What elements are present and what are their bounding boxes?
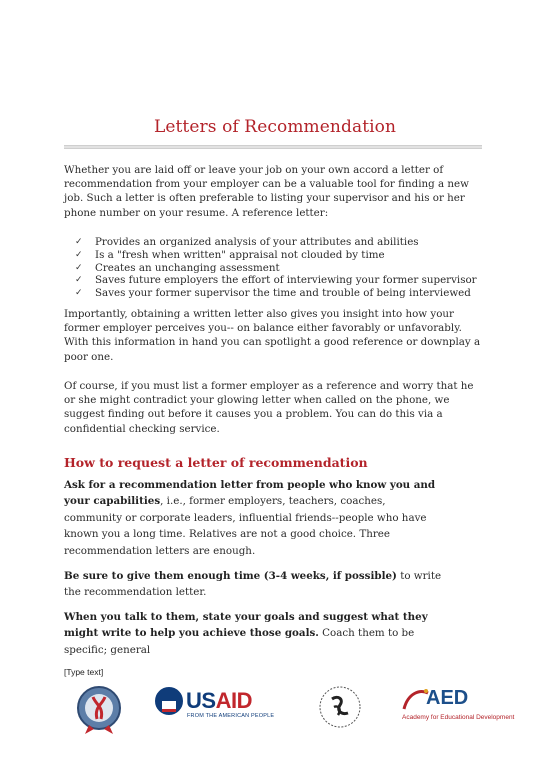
check-icon: ✓ xyxy=(75,249,83,260)
usaid-tagline: FROM THE AMERICAN PEOPLE xyxy=(187,713,275,719)
footer-placeholder: [Type text] xyxy=(64,667,104,677)
check-icon: ✓ xyxy=(75,262,83,273)
goals-body: Coach them to be specific; general xyxy=(64,627,415,656)
goals-paragraph xyxy=(64,609,444,658)
section-heading: How to request a letter of recommendation xyxy=(64,455,368,470)
insight-paragraph: Importantly, obtaining a written letter also gives you insight into how your former employer perceives you-- on balance either favorably or unfavorably. With this information in hand you can spotlight a good reference or downplay a poor one. xyxy=(64,308,481,363)
check-icon: ✓ xyxy=(75,275,83,286)
checking-service-paragraph: Of course, if you must list a former employer as a reference and worry that he or she might contradict your glowing letter when called on the phone, we suggest finding out before it causes you a problem. You can do this via a confidential checking service. xyxy=(64,380,474,435)
list-item-text: Saves future employers the effort of interviewing your former supervisor xyxy=(95,274,477,287)
aed-tagline: Academy for Educational Development xyxy=(402,714,515,721)
list-item-text: Provides an organized analysis of your attributes and abilities xyxy=(95,236,419,248)
aed-wordmark: AED xyxy=(426,687,469,709)
usaid-wordmark xyxy=(186,688,252,714)
hhs-seal-logo xyxy=(318,685,362,729)
usaid-emblem-icon xyxy=(155,687,183,715)
timing-body: to write the recommendation letter. xyxy=(64,570,442,599)
intro-paragraph: Whether you are laid off or leave your job on your own accord a letter of recommendation from your employer can be a valuable tool for finding a new job. Such a letter is often preferable to listing your supervisor and his or her phone number on your resume. A reference letter: xyxy=(64,164,469,219)
usaid-logo xyxy=(155,687,275,721)
check-icon: ✓ xyxy=(75,237,83,247)
usaid-wordmark-us: US xyxy=(186,688,216,713)
page-title: Letters of Recommendation xyxy=(153,117,397,137)
list-item-text: Saves your former supervisor the time and trouble of being interviewed xyxy=(95,287,471,300)
seal-logo xyxy=(76,685,122,735)
who-to-ask-paragraph xyxy=(64,477,444,559)
list-item xyxy=(75,262,495,275)
who-to-ask-lead: Ask for a recommendation letter from people who know you and your capabilities xyxy=(64,479,436,508)
usaid-wordmark-aid: AID xyxy=(215,688,252,713)
title-divider xyxy=(64,145,482,149)
list-item-text: Is a "fresh when written" appraisal not clouded by time xyxy=(95,248,385,261)
reference-letter-benefits-list xyxy=(75,236,495,300)
timing-lead: Be sure to give them enough time (3-4 weeks, if possible) xyxy=(64,570,397,582)
list-item xyxy=(75,274,495,287)
check-icon: ✓ xyxy=(75,288,83,299)
list-item xyxy=(75,249,495,262)
who-to-ask-body: , i.e., former employers, teachers, coaches, community or corporate leaders, influential friends--people who have known you a long time. Relatives are not a good choice. Three recommendation letters are enough. xyxy=(64,495,427,557)
aed-logo xyxy=(400,687,515,727)
list-item xyxy=(75,236,495,249)
timing-paragraph xyxy=(64,568,444,601)
goals-lead: When you talk to them, state your goals and suggest what they might write to help you achieve those goals. xyxy=(64,611,428,640)
list-item-text: Creates an unchanging assessment xyxy=(95,261,280,274)
list-item xyxy=(75,287,495,300)
